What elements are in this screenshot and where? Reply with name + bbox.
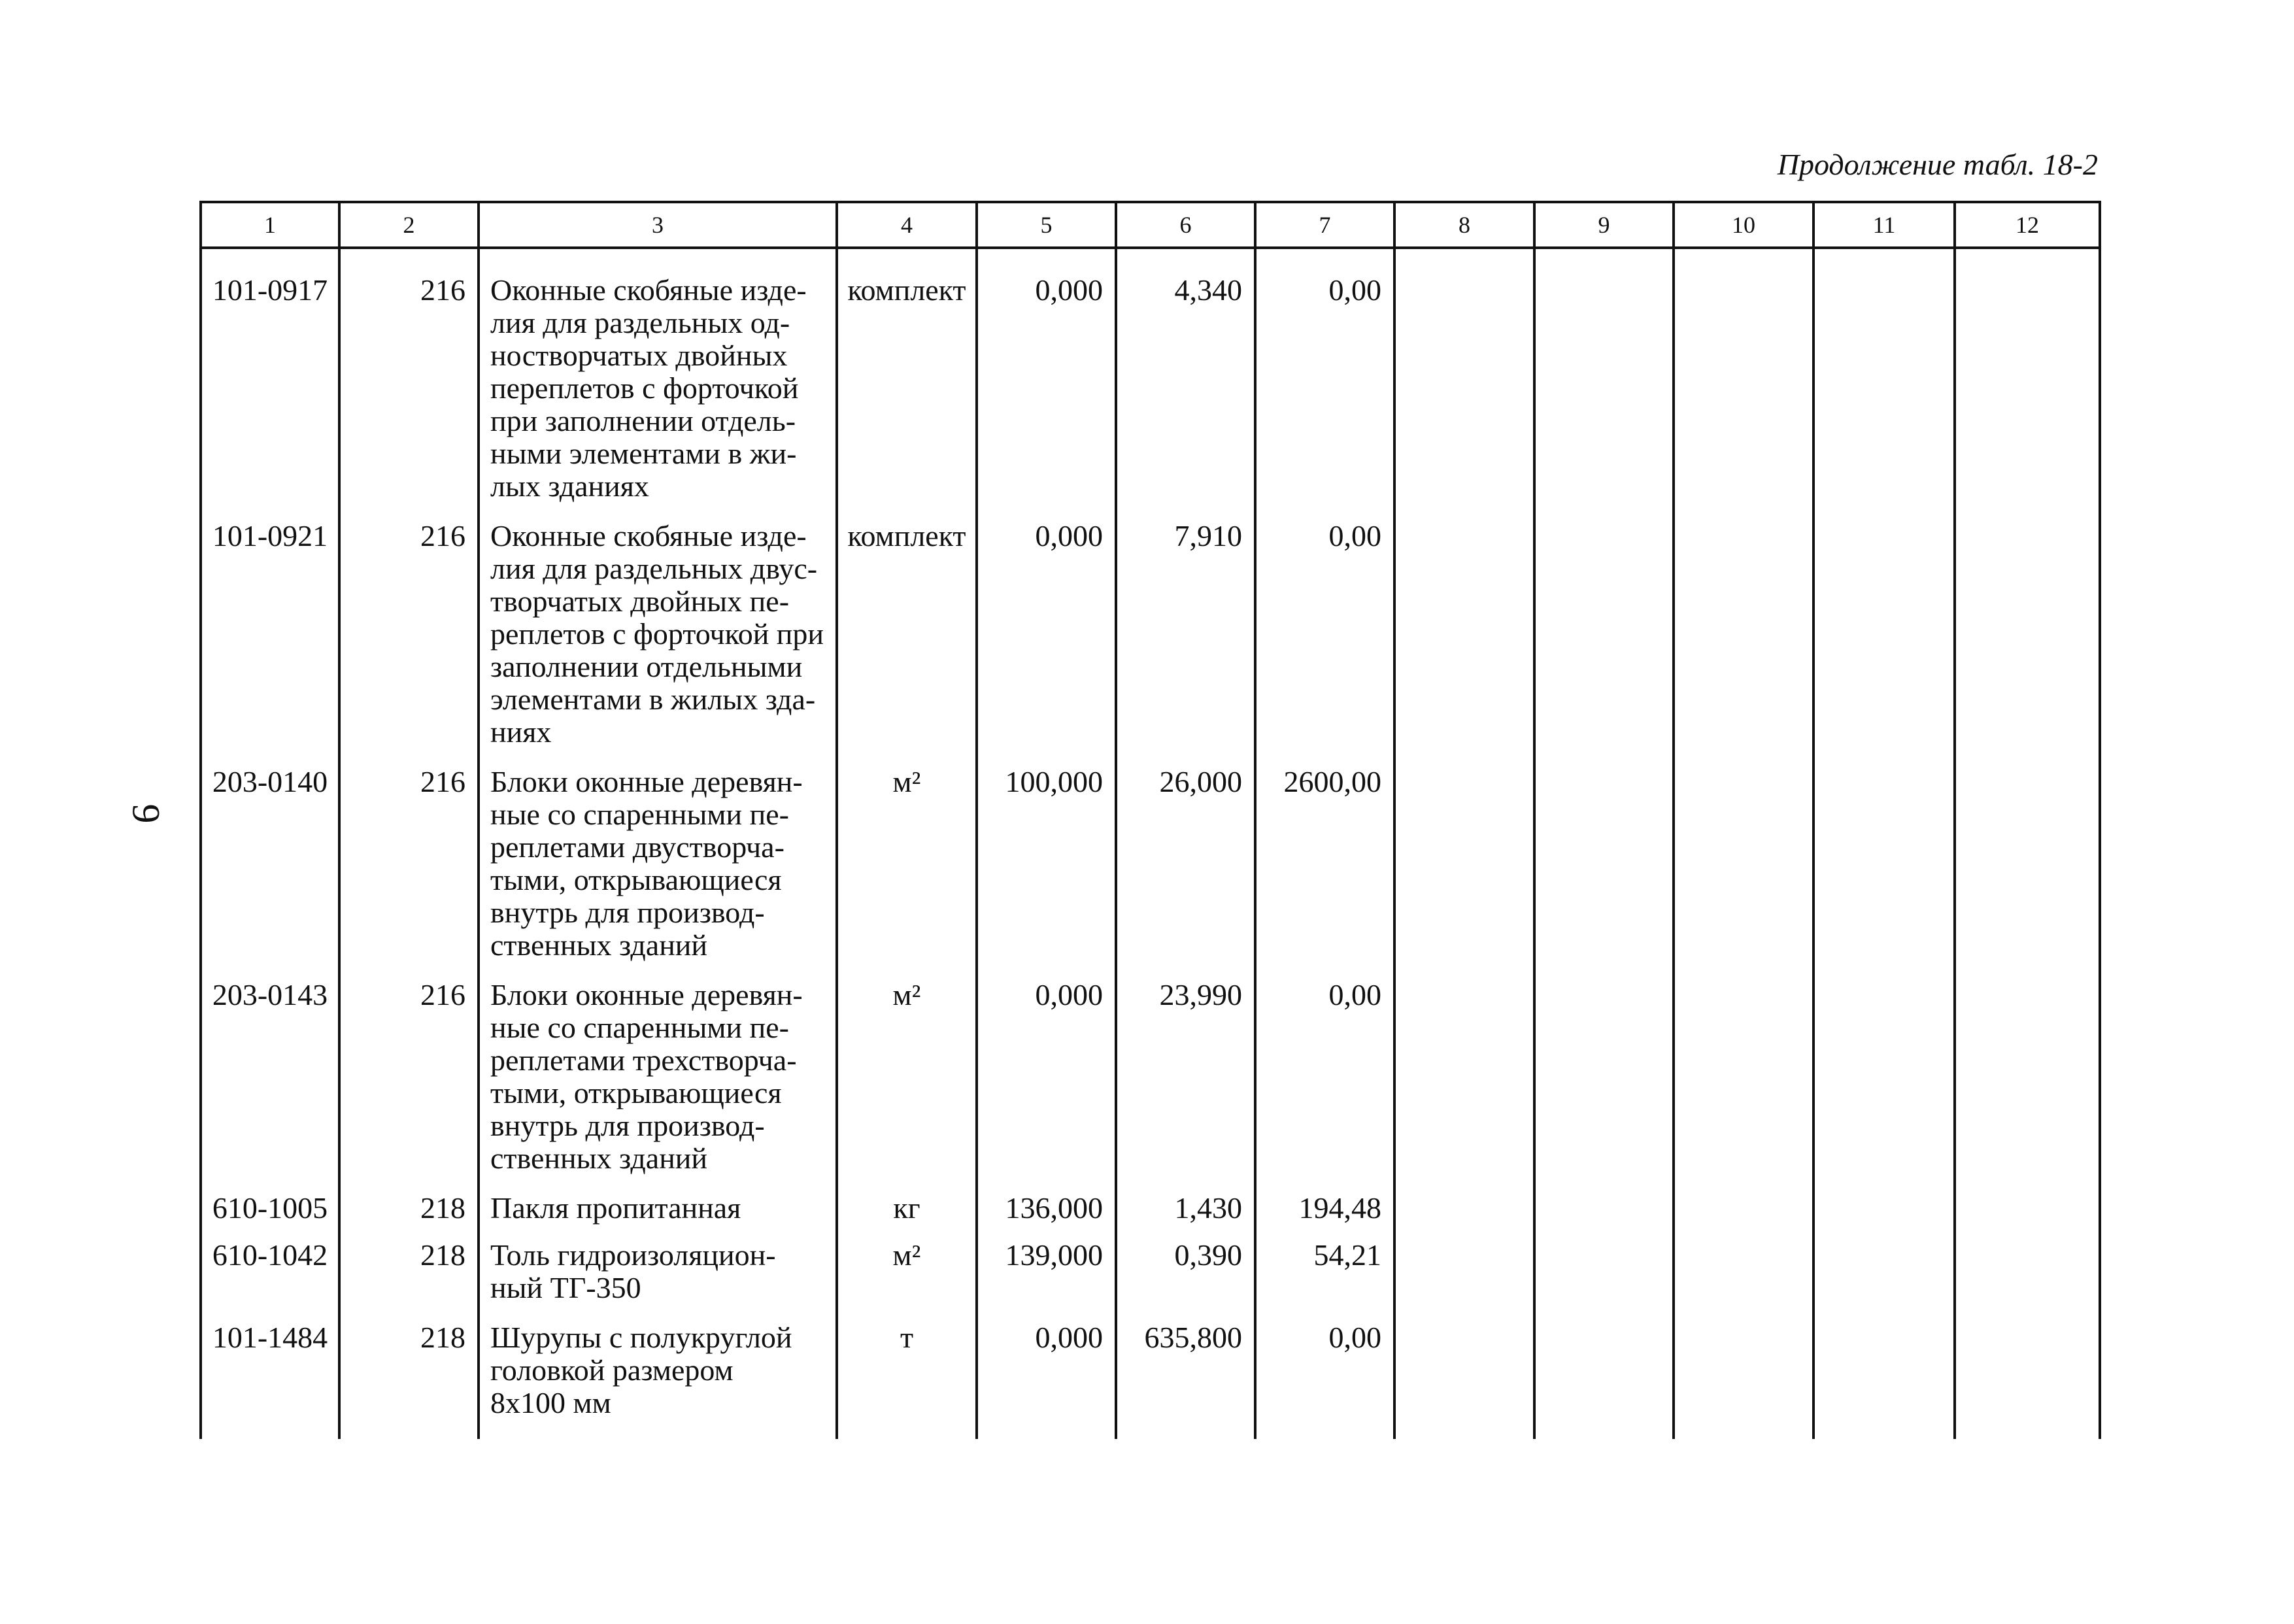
quantity: 139,000 [977,1239,1116,1321]
material-name-line: ные со спаренными пе- [490,1011,789,1044]
material-name-line: Шурупы с полукруглой [490,1321,792,1354]
column-header-1: 1 [201,202,339,248]
unit-price: 0,390 [1116,1239,1255,1321]
material-name-line: Блоки оконные деревян- [490,978,803,1011]
empty-cell [1394,1192,1534,1239]
empty-cell [1955,979,2100,1192]
column-header-6: 6 [1116,202,1255,248]
material-name-line: реплетов с форточкой при [490,617,824,651]
quantity: 0,000 [977,979,1116,1192]
empty-cell [1813,979,1955,1192]
column-header-10: 10 [1674,202,1813,248]
empty-cell [1674,1321,1813,1439]
table-row [201,1239,2100,1321]
material-name-line: тыми, открывающиеся [490,863,782,896]
page-number: 9 [124,804,168,824]
reference-number: 216 [339,766,479,979]
empty-cell [1394,1321,1534,1439]
empty-cell [1813,1239,1955,1321]
material-name-line: ственных зданий [490,928,708,962]
unit-price: 23,990 [1116,979,1255,1192]
material-name-line: тыми, открывающиеся [490,1076,782,1109]
material-code: 610-1005 [201,1192,339,1239]
empty-cell [1534,766,1674,979]
empty-cell [1674,979,1813,1192]
material-name [479,1321,837,1439]
material-name-line: ный ТГ-350 [490,1271,641,1304]
empty-cell [1813,766,1955,979]
empty-cell [1534,979,1674,1192]
total-cost: 0,00 [1255,248,1394,520]
unit: м² [837,1239,977,1321]
empty-cell [1955,520,2100,766]
unit: м² [837,979,977,1192]
material-code: 203-0140 [201,766,339,979]
material-name-line: ностворчатых двойных [490,339,788,372]
table-row [201,248,2100,520]
empty-cell [1674,766,1813,979]
column-header-9: 9 [1534,202,1674,248]
table-row [201,766,2100,979]
empty-cell [1394,520,1534,766]
total-cost: 0,00 [1255,979,1394,1192]
reference-number: 218 [339,1321,479,1439]
material-name-line: заполнении отдельными [490,650,803,683]
material-name-line: головкой размером [490,1353,734,1387]
column-number-row [201,202,2100,248]
material-name-line: реплетами трехстворча- [490,1043,797,1077]
empty-cell [1674,248,1813,520]
total-cost: 2600,00 [1255,766,1394,979]
material-name [479,979,837,1192]
unit: т [837,1321,977,1439]
material-name-line: лых зданиях [490,469,649,503]
unit: м² [837,766,977,979]
material-name-line: Блоки оконные деревян- [490,765,803,798]
material-name [479,1239,837,1321]
material-name-line: Пакля пропитанная [490,1191,741,1225]
total-cost: 194,48 [1255,1192,1394,1239]
empty-cell [1534,520,1674,766]
material-name-line: Оконные скобяные изде- [490,273,807,307]
material-name-line: элементами в жилых зда- [490,683,816,716]
empty-cell [1674,1192,1813,1239]
quantity: 100,000 [977,766,1116,979]
empty-cell [1534,1321,1674,1439]
material-name-line: Толь гидроизоляцион- [490,1238,776,1272]
material-code: 101-1484 [201,1321,339,1439]
column-header-4: 4 [837,202,977,248]
column-header-5: 5 [977,202,1116,248]
empty-cell [1534,1192,1674,1239]
unit: кг [837,1192,977,1239]
material-name-line: внутрь для производ- [490,1109,765,1142]
material-name-line: ными элементами в жи- [490,437,797,470]
material-code: 101-0917 [201,248,339,520]
empty-cell [1394,766,1534,979]
material-code: 610-1042 [201,1239,339,1321]
empty-cell [1813,520,1955,766]
empty-cell [1674,520,1813,766]
material-code: 203-0143 [201,979,339,1192]
empty-cell [1955,1192,2100,1239]
unit-price: 26,000 [1116,766,1255,979]
empty-cell [1394,248,1534,520]
empty-cell [1955,1239,2100,1321]
material-name-line: творчатых двойных пе- [490,584,790,618]
table-row [201,1321,2100,1439]
unit-price: 635,800 [1116,1321,1255,1439]
material-name-line: ственных зданий [490,1142,708,1175]
empty-cell [1813,1192,1955,1239]
material-name [479,520,837,766]
empty-cell [1674,1239,1813,1321]
material-name-line: внутрь для производ- [490,896,765,929]
table-row [201,1192,2100,1239]
empty-cell [1394,979,1534,1192]
material-name-line: ниях [490,715,552,749]
column-header-2: 2 [339,202,479,248]
material-name [479,766,837,979]
material-code: 101-0921 [201,520,339,766]
quantity: 136,000 [977,1192,1116,1239]
table-row [201,520,2100,766]
table-header [201,202,2100,248]
reference-number: 216 [339,520,479,766]
empty-cell [1534,248,1674,520]
material-name-line: лия для раздельных двус- [490,552,818,585]
unit: комплект [837,248,977,520]
total-cost: 0,00 [1255,520,1394,766]
reference-number: 218 [339,1192,479,1239]
reference-number: 216 [339,979,479,1192]
empty-cell [1534,1239,1674,1321]
column-header-12: 12 [1955,202,2100,248]
unit-price: 7,910 [1116,520,1255,766]
empty-cell [1955,766,2100,979]
total-cost: 0,00 [1255,1321,1394,1439]
empty-cell [1955,248,2100,520]
table-continuation-caption: Продолжение табл. 18-2 [1777,148,2098,181]
material-name [479,1192,837,1239]
material-name-line: ные со спаренными пе- [490,798,789,831]
empty-cell [1955,1321,2100,1439]
reference-number: 218 [339,1239,479,1321]
empty-cell [1813,248,1955,520]
total-cost: 54,21 [1255,1239,1394,1321]
material-name-line: 8x100 мм [490,1386,611,1419]
material-name-line: лия для раздельных од- [490,306,790,339]
quantity: 0,000 [977,520,1116,766]
empty-cell [1394,1239,1534,1321]
column-header-7: 7 [1255,202,1394,248]
reference-number: 216 [339,248,479,520]
material-name [479,248,837,520]
material-name-line: при заполнении отдель- [490,404,796,437]
table-row [201,979,2100,1192]
column-header-11: 11 [1813,202,1955,248]
quantity: 0,000 [977,248,1116,520]
materials-table [199,201,2101,1439]
unit-price: 1,430 [1116,1192,1255,1239]
quantity: 0,000 [977,1321,1116,1439]
column-header-8: 8 [1394,202,1534,248]
unit: комплект [837,520,977,766]
unit-price: 4,340 [1116,248,1255,520]
empty-cell [1813,1321,1955,1439]
material-name-line: переплетов с форточкой [490,371,799,405]
column-header-3: 3 [479,202,837,248]
material-name-line: Оконные скобяные изде- [490,519,807,552]
table-body [201,248,2100,1439]
material-name-line: реплетами двустворча- [490,830,784,864]
